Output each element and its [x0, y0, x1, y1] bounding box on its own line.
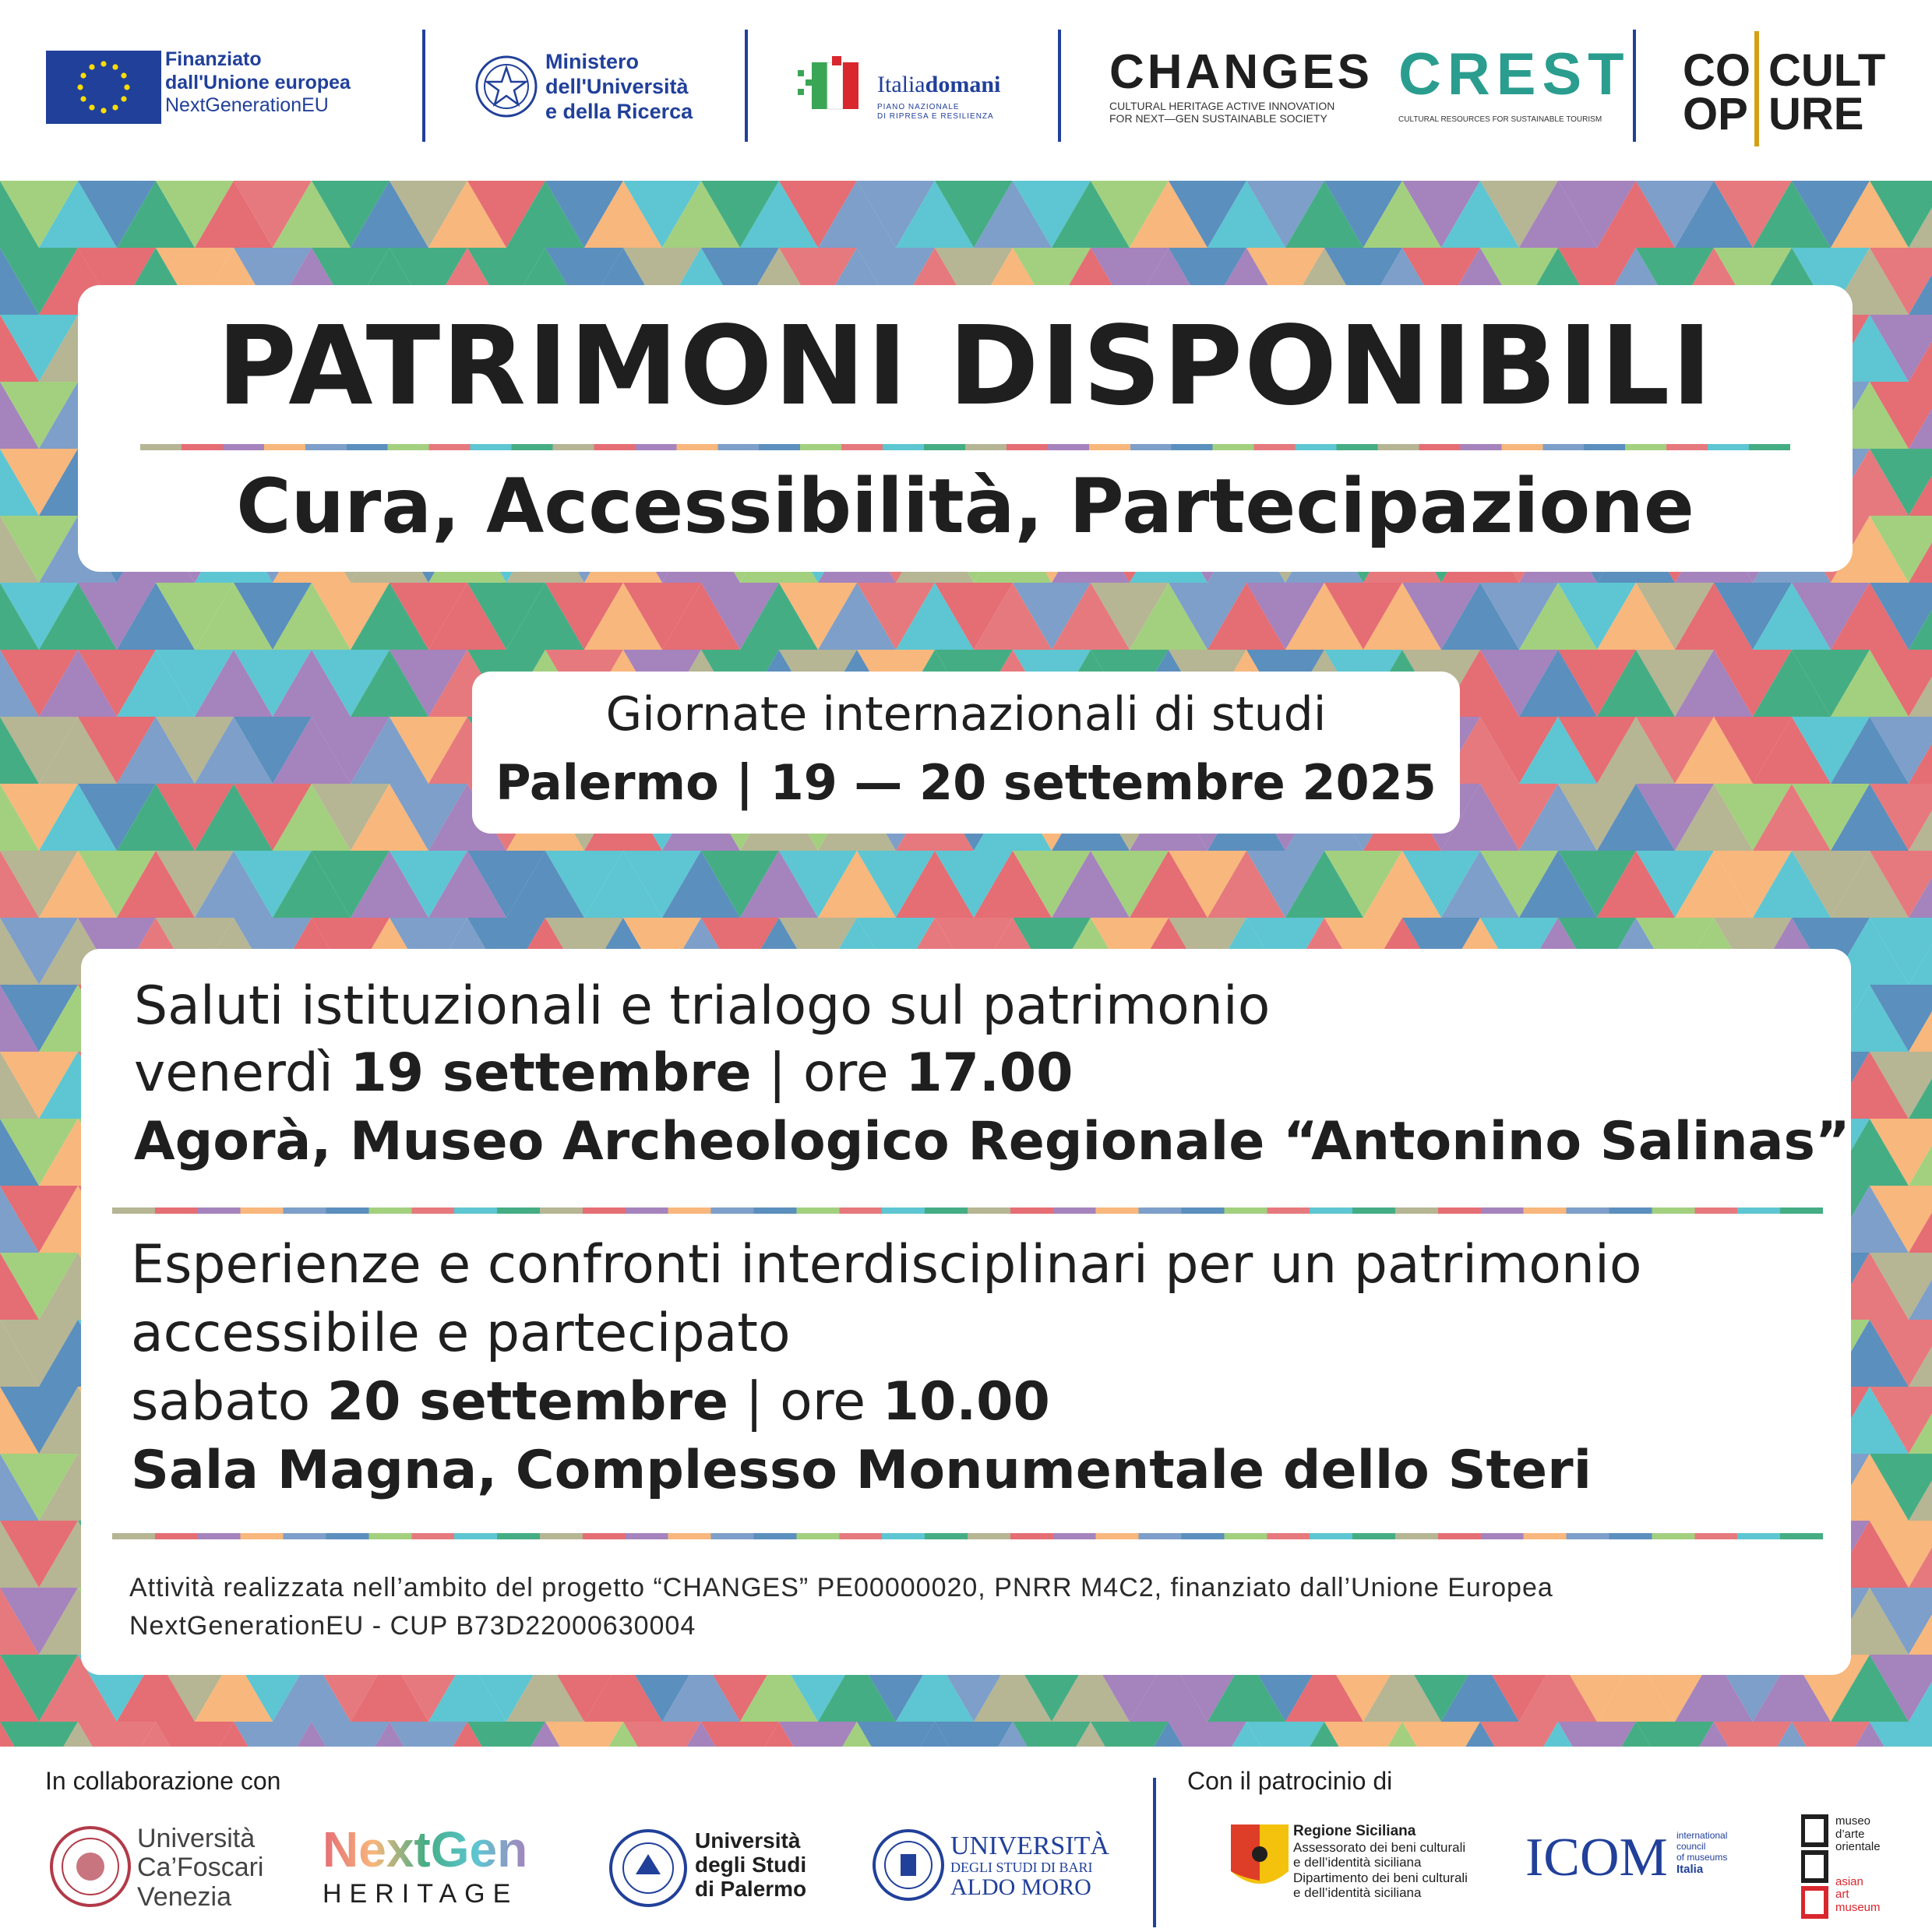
mao-label: museo d’arte orientale asian art museum: [1835, 1814, 1881, 1914]
cafoscari-label: Università Ca’Foscari Venezia: [137, 1824, 264, 1912]
funding-note: Attività realizzata nell’ambito del progetto “CHANGES” PE00000020, PNRR M4C2, finanziato dall’Unione Europea NextGenerationEU - CUP B73D22000630004: [129, 1573, 1553, 1641]
changes-logo: CHANGES CULTURAL HERITAGE ACTIVE INNOVATION FOR NEXT—GEN SUSTAINABLE SOCIETY: [1109, 45, 1373, 125]
page-title: PATRIMONI DISPONIBILI: [217, 303, 1714, 430]
divider: [1633, 30, 1636, 142]
ministry-label: Ministero dell'Università e della Ricerca: [545, 50, 693, 123]
day1-schedule: venerdì 19 settembre | ore 17.00: [134, 1042, 1074, 1104]
coopculture-logo: CO OP CULT URE: [1683, 31, 1893, 148]
regione-label: Regione Siciliana Assessorato dei beni culturali e dell’identità siciliana Dipartimento dei beni culturali e dell’identità siciliana: [1293, 1823, 1468, 1901]
mao-logo-icon: [1801, 1814, 1829, 1923]
eu-funding-label: Finanziato dall'Unione europea NextGenerationEU: [165, 48, 351, 116]
color-divider: [112, 1533, 1823, 1539]
day2-schedule: sabato 20 settembre | ore 10.00: [131, 1371, 1050, 1433]
icom-logo: ICOM: [1525, 1828, 1668, 1888]
divider: [422, 30, 425, 142]
program-card: [81, 949, 1851, 1675]
eu-flag-icon: [46, 51, 161, 124]
italian-emblem-icon: [472, 51, 541, 122]
event-dates: Palermo | 19 — 20 settembre 2025: [495, 754, 1437, 811]
divider: [745, 30, 748, 142]
uniba-seal-icon: [871, 1828, 946, 1902]
divider: [1058, 30, 1061, 142]
day1-venue: Agorà, Museo Archeologico Regionale “Antonino Salinas”: [134, 1111, 1850, 1172]
unipa-label: Università degli Studi di Palermo: [695, 1828, 807, 1901]
patron-label: Con il patrocinio di: [1187, 1767, 1393, 1795]
day2-topic-line1: Esperienze e confronti interdisciplinari per un patrimonio: [131, 1234, 1642, 1296]
title-card: [78, 285, 1853, 572]
italiadomani-logo-icon: [795, 55, 873, 117]
crest-logo: CREST CULTURAL RESOURCES FOR SUSTAINABLE TOURISM: [1398, 41, 1631, 124]
icom-label: international council of museums Italia: [1676, 1830, 1728, 1877]
collab-label: In collaborazione con: [45, 1767, 281, 1795]
nextgen-heritage-logo: NextGen HERITAGE: [323, 1821, 528, 1909]
page-subtitle: Cura, Accessibilità, Partecipazione: [236, 463, 1694, 550]
uniba-label: UNIVERSITÀ DEGLI STUDI DI BARI ALDO MORO: [950, 1832, 1109, 1900]
divider: [1153, 1778, 1156, 1927]
partner-logo-bar: [0, 0, 1932, 181]
footer-partners: [0, 1747, 1932, 1932]
italiadomani-subtitle: PIANO NAZIONALE DI RIPRESA E RESILIENZA: [877, 103, 994, 121]
day2-venue: Sala Magna, Complesso Monumentale dello Steri: [131, 1440, 1592, 1501]
cafoscari-seal-icon: [48, 1824, 132, 1909]
trinacria-icon: [1231, 1824, 1289, 1895]
day1-topic: Saluti istituzionali e trialogo sul patrimonio: [134, 975, 1271, 1037]
date-card: [472, 672, 1460, 834]
day2-topic-line2: accessibile e partecipato: [131, 1303, 791, 1364]
color-divider: [140, 444, 1790, 450]
unipa-seal-icon: [608, 1828, 689, 1909]
event-type: Giornate internazionali di studi: [605, 687, 1327, 742]
italiadomani-label: Italiadomani: [877, 72, 1001, 97]
color-divider: [112, 1208, 1823, 1214]
